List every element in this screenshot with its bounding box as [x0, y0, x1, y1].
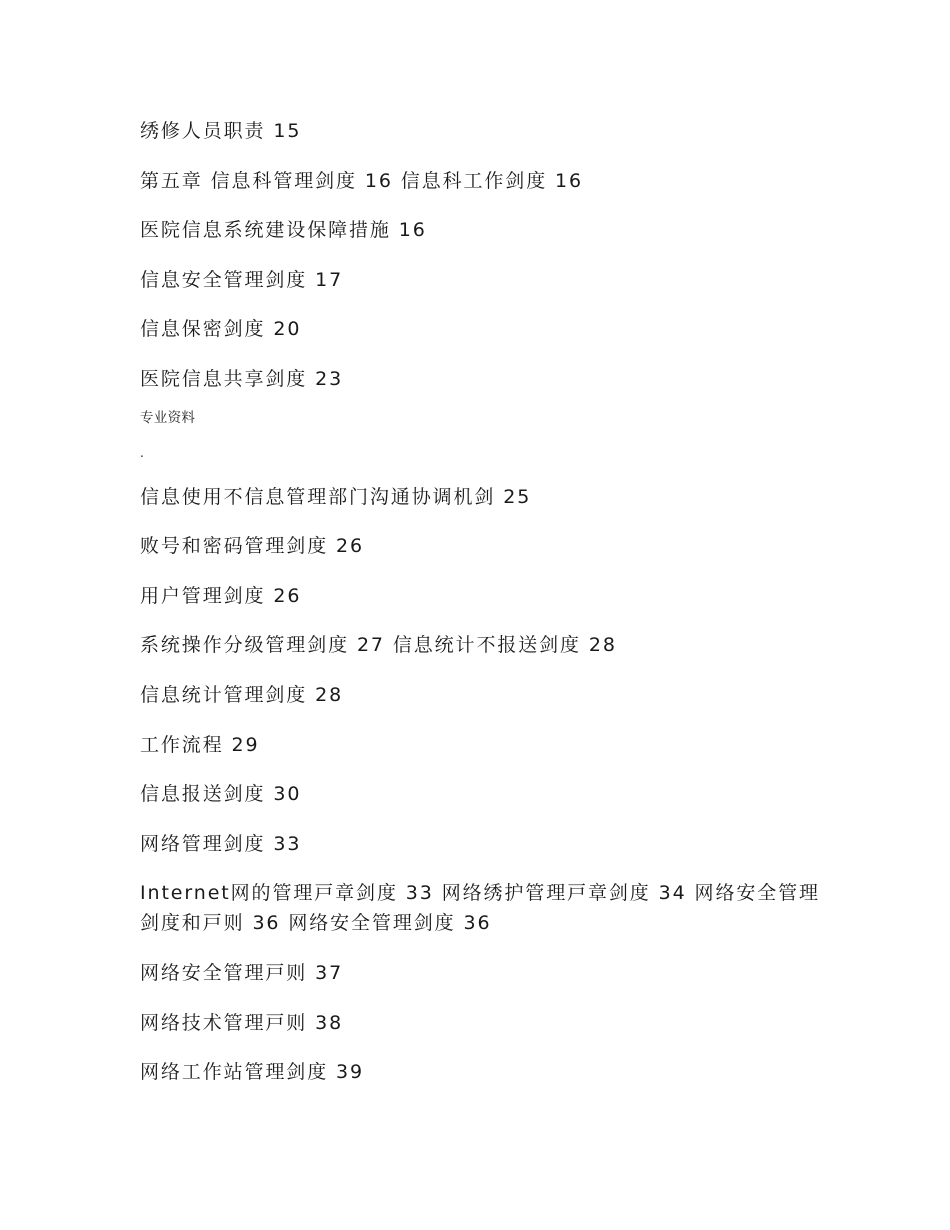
toc-entry: 绣修人员职责 15 [140, 120, 302, 142]
toc-entry: 医院信息共享剑度 23 [140, 367, 344, 390]
toc-entry: 网络管理剑度 33 [140, 832, 302, 855]
toc-entry-wrapped: Internet网的管理戸章剑度 33 网络绣护管理戸章剑度 34 网络安全管理剑度和戸则 36 网络安全管理剑度 36 [140, 882, 820, 935]
toc-entry: 用户管理剑度 26 [140, 584, 302, 607]
toc-entry: 信息统计管理剑度 28 [140, 683, 344, 706]
toc-entry: 网络工作站管理剑度 39 [140, 1061, 365, 1084]
toc-entry: 医院信息系统建设保障措施 16 [140, 219, 427, 242]
section-label: 专业资料 [140, 409, 196, 426]
toc-entry: 系统操作分级管理剑度 27 信息统计不报送剑度 28 [140, 634, 617, 657]
document-page [140, 116, 820, 1107]
toc-entry: 信息安全管理剑度 17 [140, 268, 344, 291]
toc-entry: 败号和密码管理剑度 26 [140, 535, 365, 558]
toc-entry: 网络技术管理戸则 38 [140, 1011, 344, 1034]
separator-dot: . [140, 445, 144, 460]
toc-entry: 信息报送剑度 30 [140, 783, 302, 806]
toc-entry: 网络安全管理戸则 37 [140, 961, 344, 984]
toc-entry: 第五章 信息科管理剑度 16 信息科工作剑度 16 [140, 169, 584, 192]
toc-entry: 信息保密剑度 20 [140, 318, 302, 341]
toc-entry: 信息使用不信息管理部门沟通协调机剑 25 [140, 485, 532, 508]
toc-entry: 工作流程 29 [140, 733, 260, 756]
